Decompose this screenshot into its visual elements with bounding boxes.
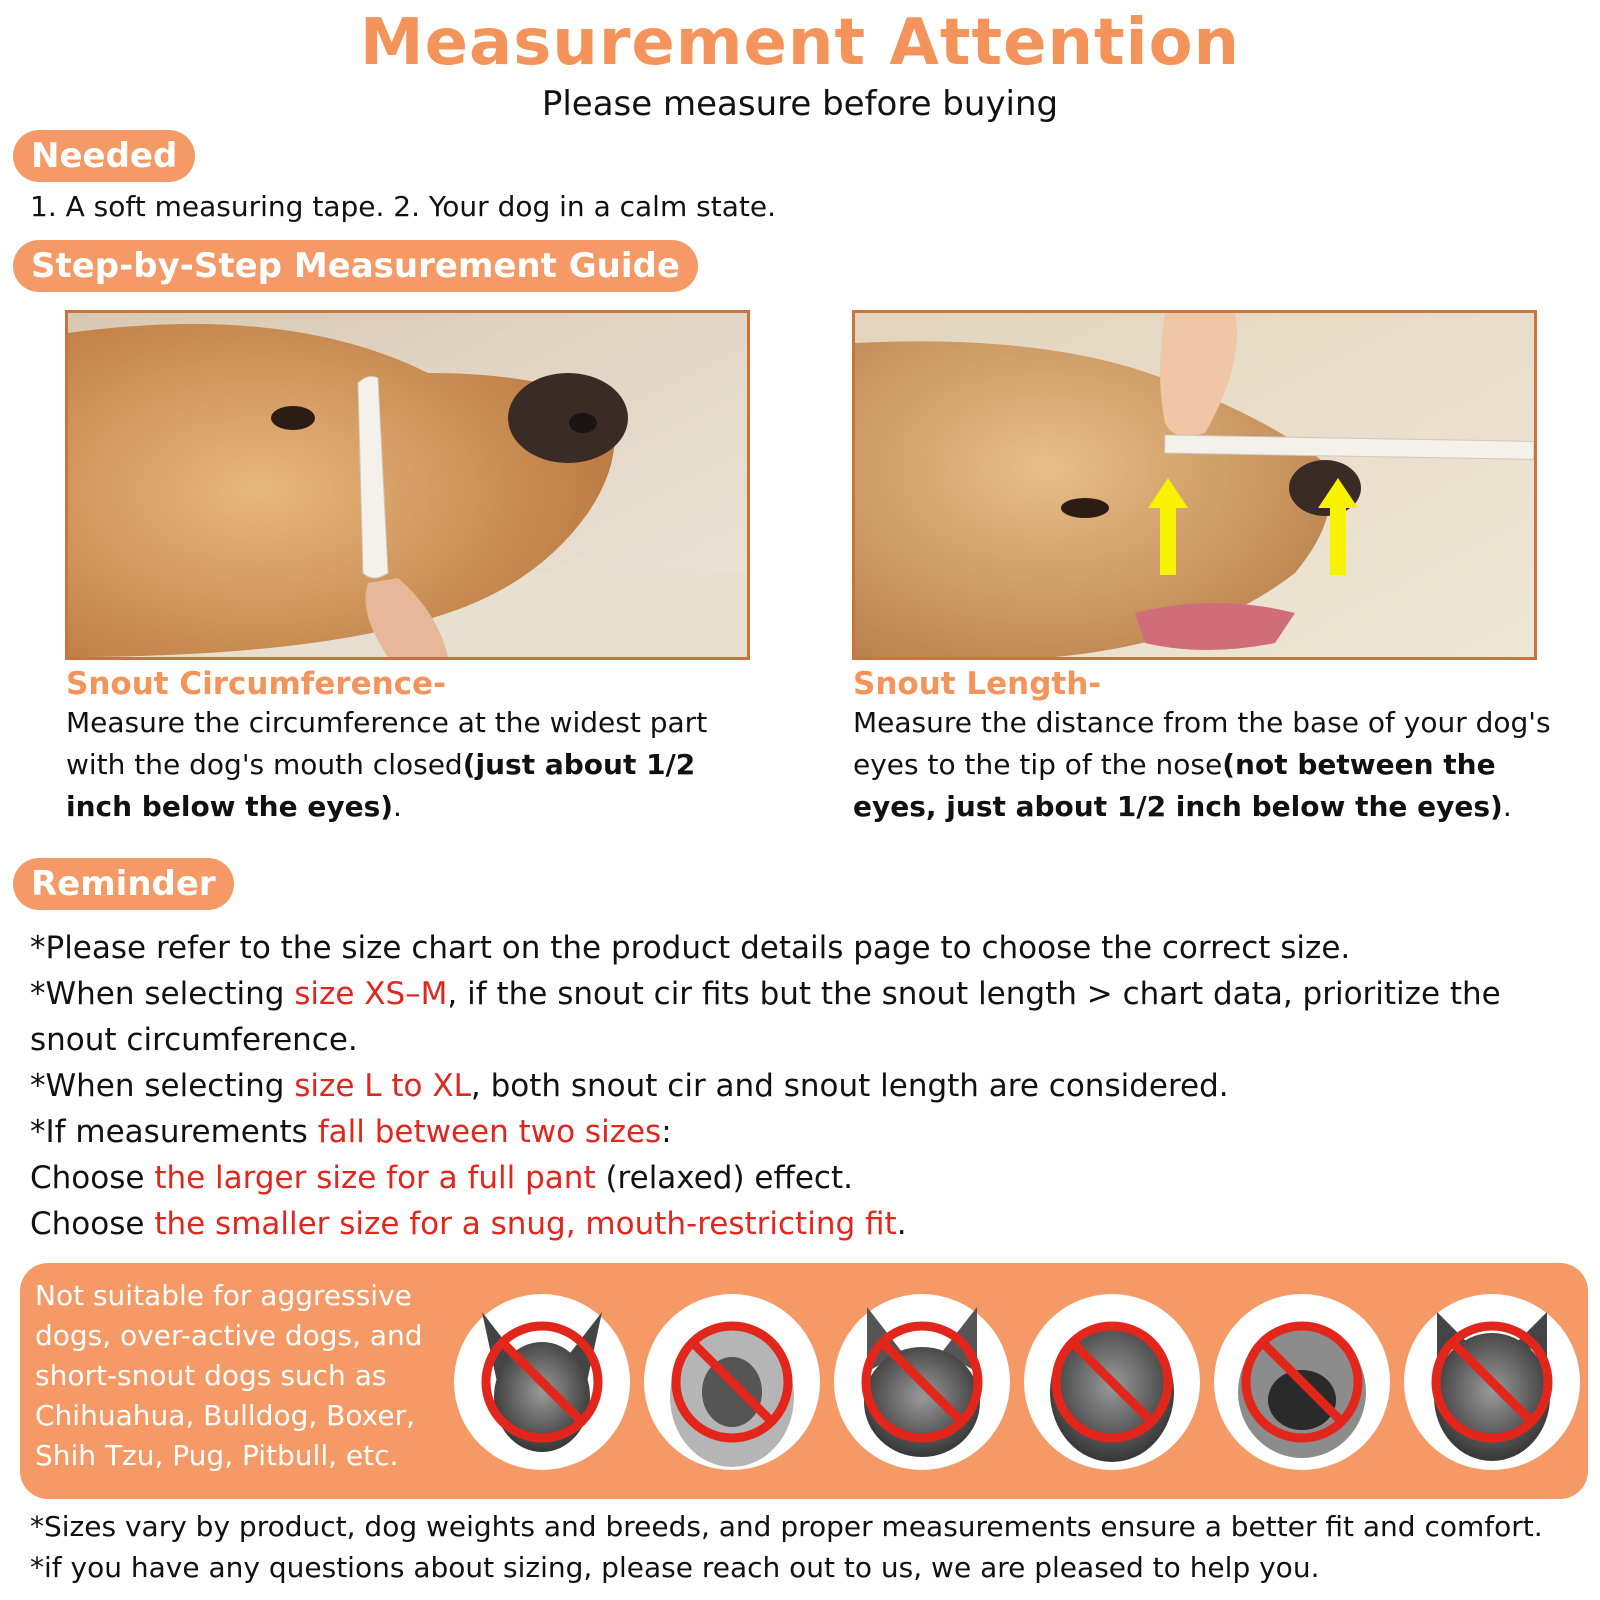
boxer-no-icon (1024, 1294, 1200, 1470)
snout-circumference-photo (65, 310, 750, 660)
needed-text: 1. A soft measuring tape. 2. Your dog in a calm state. (30, 190, 776, 223)
warning-text: Not suitable for aggressive dogs, over-active dogs, and short-snout dogs such as Chihuahua, Bulldog, Boxer, Shih Tzu, Pug, Pitbull, etc. (35, 1279, 423, 1472)
footer-note-contact: *if you have any questions about sizing, please reach out to us, we are pleased to help you. (30, 1551, 1320, 1584)
step-title: Snout Length- (853, 666, 1102, 702)
dog-tape-circumference-illustration (68, 313, 747, 657)
page-title: Measurement Attention (359, 6, 1241, 80)
breed-icons (453, 1292, 1593, 1472)
footer-note-sizes: *Sizes vary by product, dog weights and breeds, and proper measurements ensure a better fit and comfort. (30, 1510, 1543, 1543)
step-description: Measure the distance from the base of your dog's eyes to the tip of the nose(not between the eyes, just about 1/2 inch below the eyes). (853, 706, 1551, 823)
pitbull-no-icon (1404, 1294, 1580, 1470)
prohibited-breeds-row (453, 1292, 1593, 1472)
pug-no-icon (1214, 1294, 1390, 1470)
page-subtitle: Please measure before buying (541, 84, 1059, 124)
needed-label: Needed (13, 130, 195, 182)
step-description: Measure the circumference at the widest part with the dog's mouth closed(just about 1/2 inch below the eyes). (66, 706, 708, 823)
step-title: Snout Circumference- (66, 666, 446, 702)
shih-tzu-no-icon (644, 1294, 820, 1470)
step-length (853, 666, 1553, 828)
guide-label: Step-by-Step Measurement Guide (13, 240, 698, 292)
step-circumference (66, 666, 766, 828)
reminder-label: Reminder (13, 858, 234, 910)
reminder-text: *Please refer to the size chart on the product details page to choose the correct size. *When selecting size XS–M, if the snout cir fits but the snout length > chart data, prioritize the snout circumference. *When selecting size L to XL, both snout cir and snout length are considered. *If measurements fall between two sizes: Choose the larger size for a full pant (relaxed) effect. Choose the smaller size for a snug, mouth-restricting fit. (30, 930, 1501, 1242)
chihuahua-no-icon (454, 1294, 630, 1470)
snout-length-photo (852, 310, 1537, 660)
french-bulldog-no-icon (834, 1294, 1010, 1470)
dog-tape-length-illustration (855, 313, 1534, 657)
